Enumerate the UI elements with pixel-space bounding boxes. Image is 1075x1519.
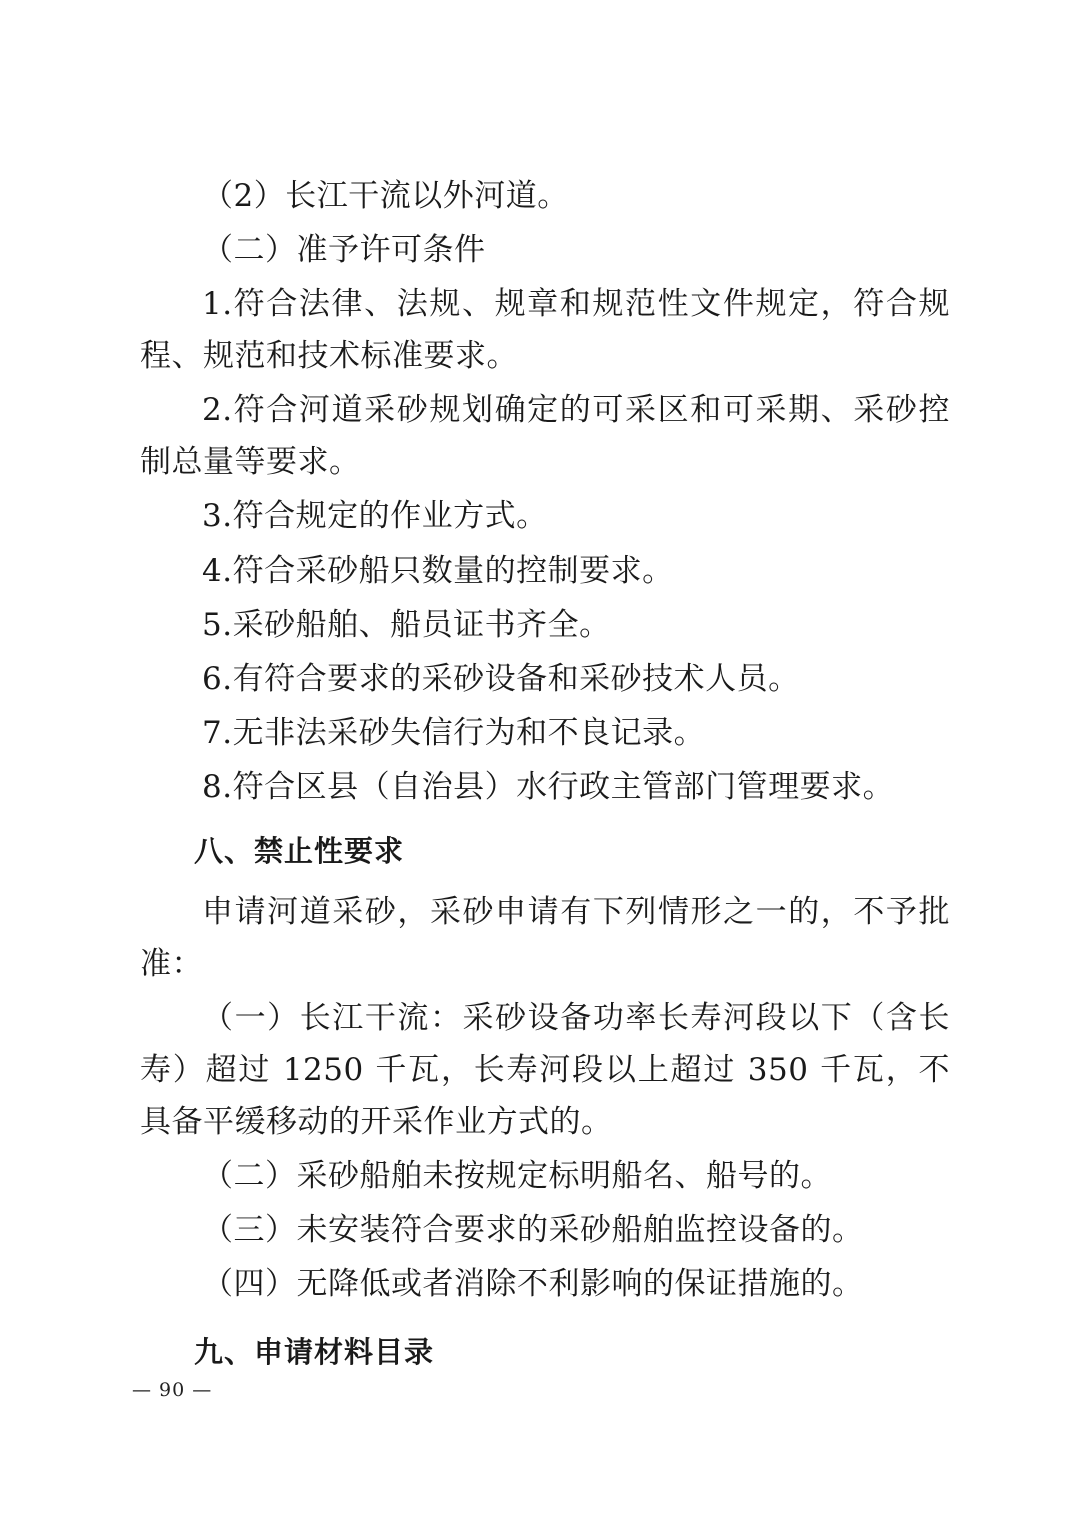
paragraph: 4.符合采砂船只数量的控制要求。 bbox=[202, 552, 674, 589]
paragraph: 7.无非法采砂失信行为和不良记录。 bbox=[202, 714, 706, 751]
paragraph: （三）未安装符合要求的采砂船舶监控设备的。 bbox=[202, 1212, 864, 1249]
paragraph: 1.符合法律、法规、规章和规范性文件规定，符合规程、规范和技术标准要求。 bbox=[140, 286, 950, 375]
paragraph: （一）长江干流：采砂设备功率长寿河段以下（含长寿）超过 1250 千瓦，长寿河段以上超过 350 千瓦，不具备平缓移动的开采作业方式的。 bbox=[140, 999, 950, 1140]
paragraph: （2）长江干流以外河道。 bbox=[202, 178, 569, 214]
section-heading-prohibitions: 八、禁止性要求 bbox=[194, 833, 405, 868]
section-heading-application-materials: 九、申请材料目录 bbox=[194, 1335, 435, 1370]
paragraph: 6.有符合要求的采砂设备和采砂技术人员。 bbox=[202, 660, 800, 697]
paragraph: （二）准予许可条件 bbox=[202, 232, 486, 269]
paragraph: （四）无降低或者消除不利影响的保证措施的。 bbox=[202, 1266, 864, 1303]
document-body bbox=[140, 170, 950, 1387]
paragraph: 2.符合河道采砂规划确定的可采区和可采期、采砂控制总量等要求。 bbox=[140, 392, 950, 481]
paragraph: 申请河道采砂，采砂申请有下列情形之一的，不予批准： bbox=[140, 893, 950, 982]
paragraph: （二）采砂船舶未按规定标明船名、船号的。 bbox=[202, 1158, 832, 1195]
paragraph: 3.符合规定的作业方式。 bbox=[202, 498, 548, 535]
paragraph: 5.采砂船舶、船员证书齐全。 bbox=[202, 606, 611, 643]
paragraph: 8.符合区县（自治县）水行政主管部门管理要求。 bbox=[202, 768, 895, 805]
page-number: — 90 — bbox=[132, 1379, 213, 1401]
